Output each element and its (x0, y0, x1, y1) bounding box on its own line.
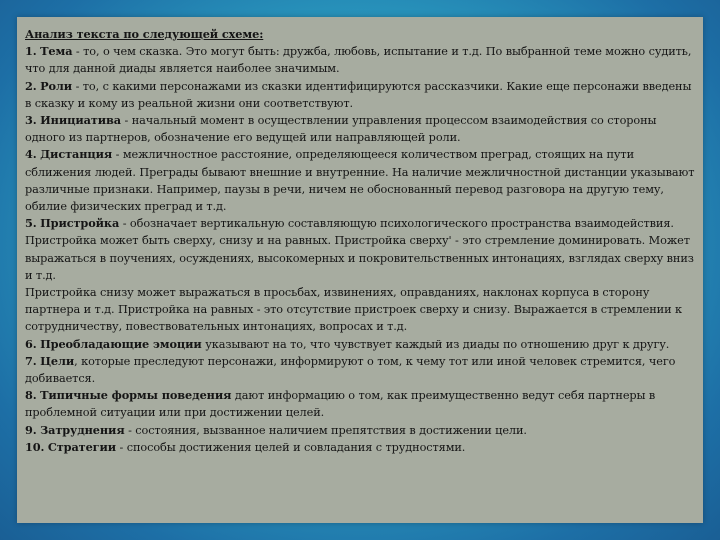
list-item (25, 439, 697, 456)
list-item (25, 387, 697, 421)
item-number: 7. (25, 353, 37, 368)
item-text: - межличностное расстояние, определяющееся количеством преград, стоящих на пути сближения людей. Преграды бывают внешние и внутренние. На наличие межличностной дистанции указывают различные признаки. Например, паузы в речи, ничем не обоснованный перевод разговора на другую тему, обилие физических преград и т.д. (25, 148, 695, 214)
list-item (25, 215, 697, 284)
item-term: Пристройка (40, 216, 120, 231)
item-term: Тема (40, 44, 73, 59)
item-text: - то, о чем сказка. Это могут быть: дружба, любовь, испытание и т.д. По выбранной теме можно судить, что для данной диады является наиболее значимым. (25, 45, 692, 76)
item-number: 1. (25, 44, 37, 59)
item-number: 2. (25, 78, 37, 93)
list-item (25, 146, 697, 215)
item-term: Дистанция (40, 147, 113, 162)
item-term: Преобладающие эмоции (40, 336, 202, 351)
item-text: - начальный момент в осуществлении управления процессом взаимодействия со стороны одного из партнеров, обозначение его ведущей или направляющей роли. (25, 114, 657, 145)
item-number: 4. (25, 147, 37, 162)
item-text: , которые преследуют персонажи, информируют о том, к чему тот или иной человек стремится, чего добивается. (25, 354, 676, 386)
item-term: Инициатива (40, 113, 122, 128)
item-term: Стратегии (47, 439, 117, 454)
item-number: 8. (25, 388, 37, 403)
item-number: 5. (25, 216, 37, 231)
list-item (25, 422, 697, 439)
item-term: Типичные формы поведения (40, 388, 232, 403)
item-text: - состояния, вызванное наличием препятствия в достижении цели. (124, 423, 527, 437)
item-number: 10. (25, 439, 45, 454)
item-text: указывают на то, что чувствует каждый из диады по отношению друг к другу. (201, 337, 670, 351)
item-number: 6. (25, 336, 37, 351)
list-item (25, 78, 697, 112)
item-text: - то, с какими персонажами из сказки идентифицируются рассказчики. Какие еще персонажи введены в сказку и кому из реальной жизни они соответствуют. (25, 79, 692, 110)
item-number: 9. (25, 422, 37, 437)
text-content (25, 26, 697, 456)
item-text: - способы достижения целей и совладания с трудностями. (116, 440, 466, 454)
list-item (25, 43, 697, 77)
item-term: Цели (40, 353, 75, 368)
item-term: Роли (40, 78, 73, 93)
item-text: дают информацию о том, как преимущественно ведут себя партнеры в проблемной ситуации или при достижении целей. (25, 389, 656, 420)
item-text: - обозначает вертикальную составляющую психологического пространства взаимодействия. Пристройка может быть сверху, снизу и на равных. Пристройка сверху' - это стремление доминировать. Может выражаться в поучениях, осуждениях, высокомерных и покровительственных интонациях, взглядах сверху вниз и т.д. (25, 217, 694, 282)
list-item (25, 112, 697, 146)
page-title: Анализ текста по следующей схеме: (25, 27, 264, 41)
item-number: 3. (25, 113, 37, 128)
paragraph-continuation (25, 284, 697, 336)
list-item (25, 336, 697, 353)
item-term: Затруднения (40, 422, 125, 437)
item-text: Пристройка снизу может выражаться в просьбах, извинениях, оправданиях, наклонах корпуса в сторону партнера и т.д. Пристройка на равных - это отсутствие пристроек сверху и снизу. Выражается в стремлении к сотрудничеству, повествовательных интонациях, вопросах и т.д. (25, 286, 682, 334)
list-item (25, 353, 697, 387)
